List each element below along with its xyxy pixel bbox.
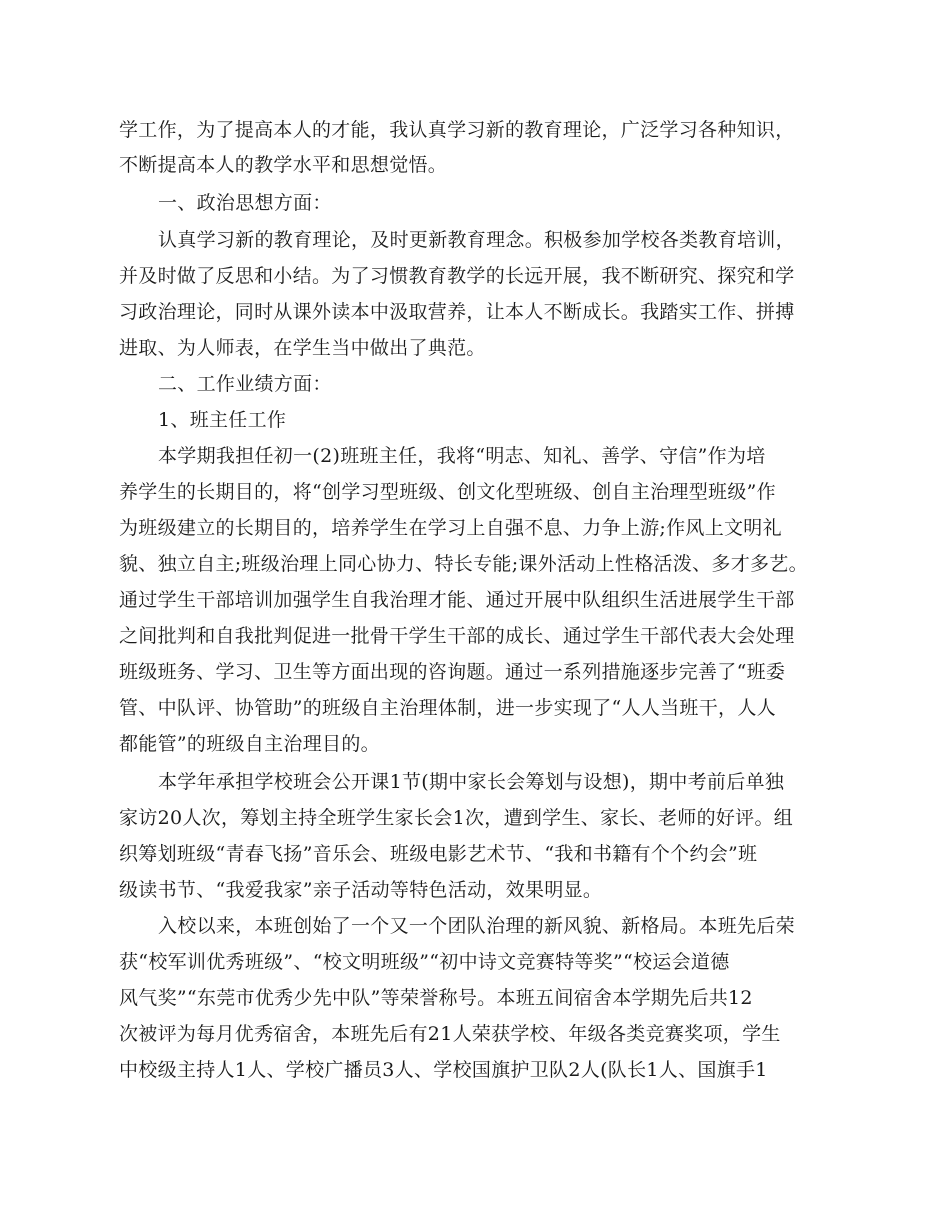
text-line: 入校以来，本班创始了一个又一个团队治理的新风貌、新格局。本班先后荣 [158,915,795,937]
text-line: 级读书节、“我爱我家”亲子活动等特色活动，效果明显。 [119,879,603,901]
subsection-heading: 1、班主任工作 [158,409,287,431]
text-line: 进取、为人师表，在学生当中做出了典范。 [119,337,486,359]
text-line: 为班级建立的长期目的，培养学生在学习上自强不息、力争上游;作风上文明礼 [119,517,782,539]
text-line: 养学生的长期目的，将“创学习型班级、创文化型班级、创自主治理型班级”作 [119,481,776,503]
text-line: 家访20人次，筹划主持全班学生家长会1次，遭到学生、家长、老师的好评。组 [119,807,794,829]
text-line: 貌、独立自主;班级治理上同心协力、特长专能;课外活动上性格活泼、多才多艺。 [119,553,808,575]
text-line: 风气奖”“东莞市优秀少先中队”等荣誉称号。本班五间宿舍本学期先后共12 [119,987,753,1009]
text-line: 获“校军训优秀班级”、“校文明班级”“初中诗文竞赛特等奖”“校运会道德 [119,951,730,973]
text-line: 管、中队评、协管助”的班级自主治理体制，进一步实现了“人人当班干，人人 [119,697,776,719]
text-line: 学工作，为了提高本人的才能，我认真学习新的教育理论，广泛学习各种知识， [119,119,795,141]
text-line: 认真学习新的教育理论，及时更新教育理念。积极参加学校各类教育培训， [158,229,795,251]
text-line: 中校级主持人1人、学校广播员3人、学校国旗护卫队2人(队长1人、国旗手1 [119,1059,768,1081]
text-line: 本学年承担学校班会公开课1节(期中家长会筹划与设想)，期中考前后单独 [158,771,785,793]
text-line: 都能管”的班级自主治理目的。 [119,733,380,755]
text-line: 并及时做了反思和小结。为了习惯教育教学的长远开展，我不断研究、探究和学 [119,265,795,287]
section-heading: 一、政治思想方面： [158,192,332,214]
text-line: 之间批判和自我批判促进一批骨干学生干部的成长、通过学生干部代表大会处理 [119,625,795,647]
text-line: 次被评为每月优秀宿舍，本班先后有21人荣获学校、年级各类竞赛奖项，学生 [119,1023,781,1045]
text-line: 本学期我担任初一(2)班班主任，我将“明志、知礼、善学、守信”作为培 [158,445,766,467]
text-line: 通过学生干部培训加强学生自我治理才能、通过开展中队组织生活进展学生干部 [119,589,795,611]
text-line: 班级班务、学习、卫生等方面出现的咨询题。通过一系列措施逐步完善了“班委 [119,661,786,683]
text-line: 习政治理论，同时从课外读本中汲取营养，让本人不断成长。我踏实工作、拼搏 [119,301,795,323]
text-line: 织筹划班级“青春飞扬”音乐会、班级电影艺术节、“我和书籍有个个约会”班 [119,843,758,865]
text-line: 不断提高本人的教学水平和思想觉悟。 [119,154,448,176]
section-heading: 二、工作业绩方面： [158,373,332,395]
